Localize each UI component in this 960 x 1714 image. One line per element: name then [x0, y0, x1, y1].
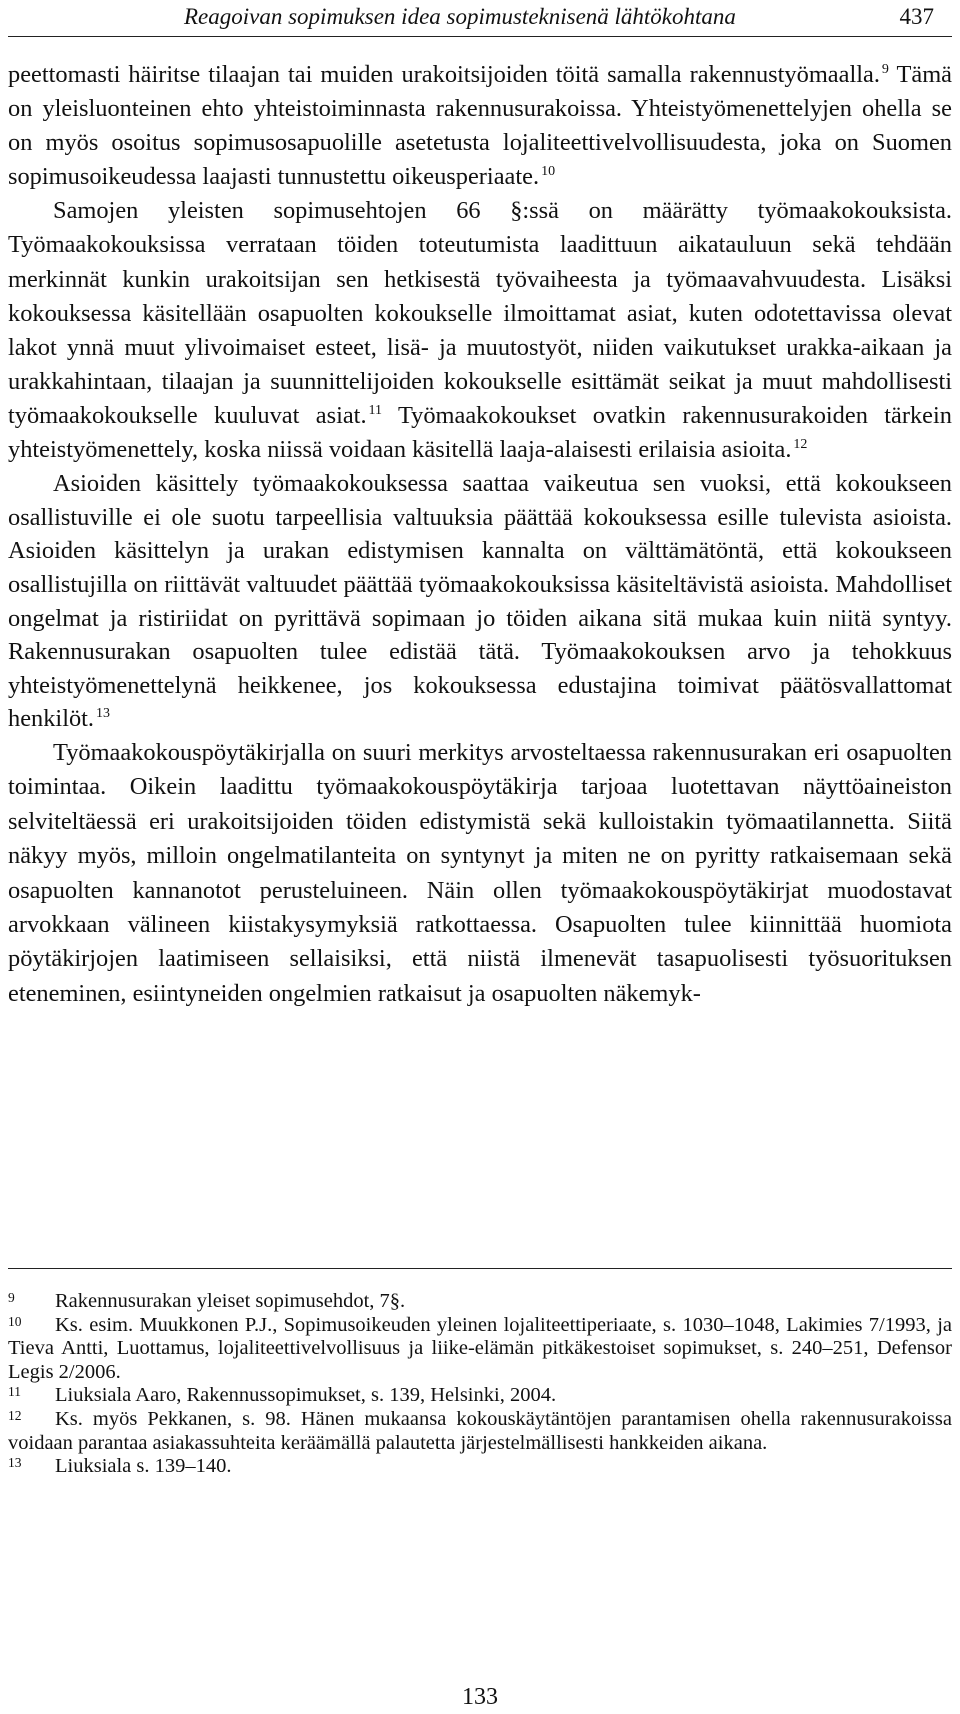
footnote: 13 Liuksiala s. 139–140.	[8, 1455, 232, 1478]
footnote: 9 Rakennusurakan yleiset sopimusehdot, 7§.	[8, 1290, 406, 1312]
footnote: 10 Ks. esim. Muukkonen P.J., Sopimusoikeuden yleinen lojaliteettiperiaate, s. 1030–1048, Lakimies 7/1993, ja Tieva Antti, Luottamus, lojaliteettivelvollisuus ja liike-elämän pitkäkestoiset sopimukset, s. 240–251, Defensor Legis 2/2006.	[8, 1313, 952, 1383]
footnote-text: Rakennusurakan yleiset sopimusehdot, 7§.	[55, 1290, 406, 1312]
paragraph-text: Tämä on yleisluonteinen ehto yhteistoiminnasta rakennusurakoissa. Yhteistyömenettelyjen ohella se on myös osoitus sopimusosapuolille asetetusta lojaliteettivelvollisuudesta, joka on Suomen sopimusoikeudessa laajasti tunnustettu oikeusperiaate.	[8, 61, 952, 191]
running-head-title: Reagoivan sopimuksen idea sopimusteknisenä lähtökohtana	[184, 4, 736, 29]
running-head	[8, 2, 952, 37]
paragraph-text: Samojen yleisten sopimusehtojen 66 §:ssä on määrätty työmaakokouksista. Työmaakokouksissa verrataan töiden toteutumista laadittuun aikatauluun sekä tehdään merkinnät kunkin urakoitsijan sen hetkisestä työvaiheesta ja työmaavahvuudesta. Lisäksi kokouksessa käsitellään osapuolten kokoukselle ilmoittamat asiat, kuten odotettavissa olevat lakot ynnä muut ylivoimaiset esteet, lisä- ja muutostyöt, niiden vaikutukset urakka-aikaan ja urakkahintaan, tilaajan ja suunnittelijoiden kokoukselle esittämät seikat ja muut mahdollisesti työmaakokoukselle kuuluvat asiat.	[8, 197, 952, 429]
footnote-ref: 10	[541, 164, 556, 180]
footnote: 11 Liuksiala Aaro, Rakennussopimukset, s. 139, Helsinki, 2004.	[8, 1384, 557, 1407]
footnote-ref: 13	[96, 706, 111, 722]
paragraph-text: Asioiden käsittely työmaakokouksessa saattaa vaikeutua sen vuoksi, että kokoukseen osallistuville ei ole suotu tarpeellisia valtuuksia päättää kokouksessa esille tulevista asioista. Asioiden käsittelyn ja urakan edistymisen kannalta on välttämätöntä, että kokoukseen osallistujilla on riittävät valtuudet päättää työmaakokouksissa käsiteltävistä asioista. Mahdolliset ongelmat ja ristiriidat on pyrittävä sopimaan jo töiden aikana sitä mukaa kuin niitä syntyy. Rakennusurakan osapuolten tulee edistää tätä. Työmaakokouksen arvo ja tehokkuus yhteistyömenettelynä heikkenee, jos kokouksessa edustajina toimivat päätösvallattomat henkilöt.	[8, 470, 952, 733]
paragraph-1	[8, 58, 952, 194]
paragraph-4	[8, 736, 952, 1011]
running-head-page-number: 437	[899, 4, 934, 29]
footnote: 12 Ks. myös Pekkanen, s. 98. Hänen mukaansa kokouskäytäntöjen parantamisen ohella rakennusurakoissa voidaan parantaa asiakassuhteita keräämällä palautetta järjestelmällisesti hankkeiden aikana.	[8, 1407, 952, 1454]
body-text	[8, 58, 952, 1011]
footnote-text: Ks. myös Pekkanen, s. 98. Hänen mukaansa kokouskäytäntöjen parantamisen ohella rakennusurakoissa voidaan parantaa asiakassuhteita keräämällä palautetta järjestelmällisesti hankkeiden aikana.	[8, 1407, 952, 1454]
paragraph-text: Työmaakokouspöytäkirjalla on suuri merkitys arvosteltaessa rakennusurakan eri osapuolten toimintaa. Oikein laadittu työmaakokouspöytäkirja tarjoaa luotettavan näyttöaineiston selviteltäessä eri urakoitsijoiden töiden edistymistä sekä kulloistakin työmaatilannetta. Siitä näkyy myös, milloin ongelmatilanteita on syntynyt ja miten ne on pyritty ratkaisemaan sekä osapuolten kannanotot perusteluineen. Näin ollen työmaakokouspöytäkirjat muodostavat arvokkaan välineen kiistakysymyksiä ratkottaessa. Osapuolten tulee kiinnittää huomiota pöytäkirjojen laatimiseen sellaisiksi, että niistä ilmenevät tasapuolisesti työsuorituksen eteneminen, esiintyneiden ongelmien ratkaisut ja osapuolten näkemyk-	[8, 738, 952, 1007]
paragraph-text: Työmaakokoukset ovatkin rakennusurakoiden tärkein yhteistyömenettely, koska niissä voidaan käsitellä laaja-alaisesti erilaisia asioita.	[8, 401, 952, 464]
footnote-ref: 12	[793, 437, 808, 453]
footnote-divider	[8, 1268, 952, 1269]
footnote-text: Liuksiala Aaro, Rakennussopimukset, s. 139, Helsinki, 2004.	[55, 1384, 557, 1407]
paragraph-3	[8, 467, 952, 736]
footnote-text: Liuksiala s. 139–140.	[55, 1455, 232, 1478]
page-number: 133	[462, 1684, 498, 1710]
footnote-text: Ks. esim. Muukkonen P.J., Sopimusoikeuden yleinen lojaliteettiperiaate, s. 1030–1048, Lakimies 7/1993, ja Tieva Antti, Luottamus, lojaliteettivelvollisuus ja liike-elämän pitkäkestoiset sopimukset, s. 240–251, Defensor Legis 2/2006.	[8, 1313, 952, 1383]
footnotes	[8, 1290, 952, 1479]
paragraph-2	[8, 194, 952, 467]
paragraph-text: peettomasti häiritse tilaajan tai muiden urakoitsijoiden töitä samalla rakennustyömaalla.	[8, 61, 880, 88]
footnote-ref: 9	[881, 62, 889, 77]
footnote-ref: 11	[368, 402, 383, 418]
